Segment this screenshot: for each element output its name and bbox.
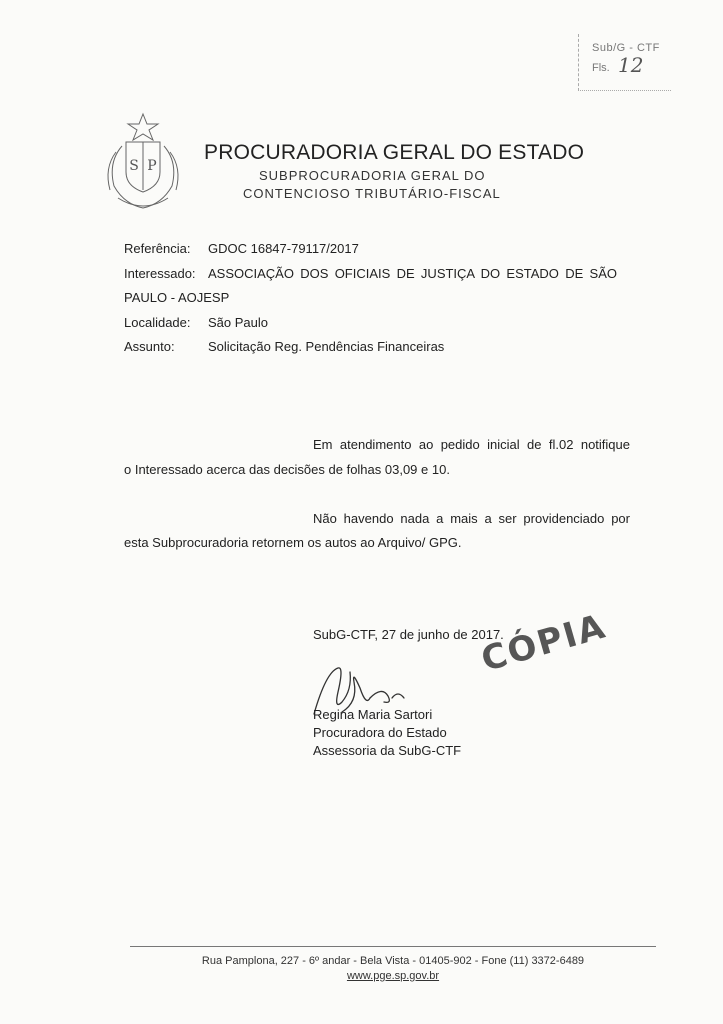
assunto-label: Assunto:	[124, 339, 175, 354]
referencia-value: GDOC 16847-79117/2017	[208, 241, 359, 256]
paragraph2-line1: Não havendo nada a mais a ser providenciado por	[313, 511, 630, 526]
footer-address: Rua Pamplona, 227 - 6º andar - Bela Vista - 01405-902 - Fone (11) 3372-6489	[201, 955, 585, 967]
signer-role: Procuradora do Estado	[313, 725, 447, 740]
crest-letter-s: S	[129, 158, 139, 174]
referencia-label: Referência:	[124, 241, 191, 256]
org-subtitle-line2: CONTENCIOSO TRIBUTÁRIO-FISCAL	[243, 186, 501, 201]
footer-website-link[interactable]: www.pge.sp.gov.br	[346, 970, 440, 982]
paragraph1-line2: o Interessado acerca das decisões de folhas 03,09 e 10.	[124, 462, 450, 477]
paragraph1-line1: Em atendimento ao pedido inicial de fl.02 notifique	[313, 437, 630, 452]
paragraph2-line2: esta Subprocuradoria retornem os autos ao Arquivo/ GPG.	[124, 535, 462, 550]
org-title: PROCURADORIA GERAL DO ESTADO	[204, 141, 585, 164]
crest-letter-p: P	[147, 158, 157, 174]
signer-department: Assessoria da SubG-CTF	[313, 743, 462, 758]
localidade-value: São Paulo	[208, 315, 268, 330]
interessado-value-line2: PAULO - AOJESP	[124, 290, 230, 305]
closing-date: SubG-CTF, 27 de junho de 2017.	[313, 627, 504, 642]
page-stamp-fls-label: Fls.	[592, 62, 610, 74]
page-stamp-number: 12	[618, 53, 644, 77]
signer-name: Regina Maria Sartori	[313, 707, 433, 722]
copia-stamp: CÓPIA	[476, 606, 611, 680]
assunto-value: Solicitação Reg. Pendências Financeiras	[208, 339, 445, 354]
interessado-label: Interessado:	[124, 266, 196, 281]
page-stamp-dept: Sub/G - CTF	[592, 42, 660, 54]
localidade-label: Localidade:	[124, 315, 191, 330]
org-subtitle-line1: SUBPROCURADORIA GERAL DO	[259, 168, 486, 183]
interessado-value-line1: ASSOCIAÇÃO DOS OFICIAIS DE JUSTIÇA DO ESTADO DE SÃO	[208, 266, 617, 281]
footer-divider	[130, 946, 656, 947]
sao-paulo-crest-icon	[98, 112, 188, 216]
